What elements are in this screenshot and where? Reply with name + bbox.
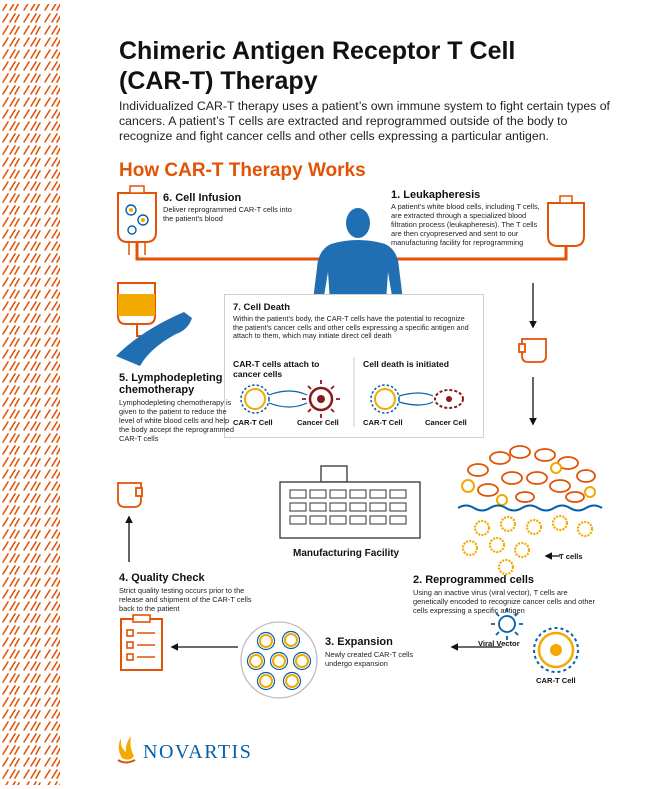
novartis-logo-text: NOVARTIS [143,741,253,763]
novartis-logo-icon [118,736,135,763]
t-cells-cluster [463,516,592,574]
section-title: How CAR-T Therapy Works [119,160,366,181]
step-6-description: Deliver reprogrammed CAR-T cells into the patient’s blood [163,205,292,223]
expansion-dish-icon [241,622,317,698]
cancer-cell-icon [302,380,340,418]
collection-bag-icon [548,196,584,246]
sample-container-icon [519,339,546,362]
step-1-title: 1. Leukapheresis [391,189,481,201]
title-line-1: Chimeric Antigen Receptor T Cell [119,37,516,65]
separation-wave [458,506,602,511]
quality-clipboard-icon [121,615,162,670]
shipping-container-icon [118,483,142,507]
intro-paragraph: Individualized CAR-T therapy uses a patient’s own immune system to fight certain types of cancers. A patient’s T cells are extracted and reprogrammed outside of the body to recognize and fight cancer cells and other cells expressing a particular antigen. [119,99,610,143]
step-3-description: Newly created CAR-T cells undergo expansion [325,650,414,668]
attach-subtitle: CAR-T cells attach to cancer cells [233,359,320,379]
t-cells-label: T cells [559,552,583,561]
cart-cell-attach-icon [241,385,269,413]
step-6-title: 6. Cell Infusion [163,192,242,204]
step-4-description: Strict quality testing occurs prior to the release and shipment of the CAR-T cells back to the patient [119,586,252,613]
infusion-bag-icon [118,186,156,242]
dying-cancer-cell-icon [435,390,463,408]
cell-death-panel [224,294,484,438]
attach-cancer-label: Cancer Cell [297,418,339,427]
manufacturing-facility-icon [280,466,420,538]
step-3-title: 3. Expansion [325,636,393,648]
red-blood-cells [468,446,595,502]
cart-cell-label: CAR-T Cell [536,676,576,685]
death-cancer-label: Cancer Cell [425,418,467,427]
step-5-title: 5. Lymphodepleting chemotherapy [119,372,223,396]
step-1-description: A patient’s white blood cells, including T cells, are extracted through a specialized blood filtration process (leukapheresis). The T cells are then cryopreserved and sent to our manufacturing facility for reprogramming [391,202,540,247]
patient-silhouette [313,208,403,302]
death-cart-label: CAR-T Cell [363,418,403,427]
cell-death-subtitle: Cell death is initiated [363,359,449,369]
cart-cell-icon [534,628,578,672]
title-line-2: (CAR-T) Therapy [119,67,318,95]
step-7-description: Within the patient’s body, the CAR-T cells have the potential to recognize the patient’s cancer cells and other cells expressing a specific antigen and attach to them, which may initiate direct cell death [233,314,469,341]
step-2-description: Using an inactive virus (viral vector), T cells are genetically encoded to recognize cancer cells and other cells expressing a specific antigen [413,588,596,615]
chemotherapy-bag-icon [118,283,157,336]
step-5-description: Lymphodepleting chemotherapy is given to the patient to reduce the level of white blood cells and help the body accept the reprogrammed CAR-T cells [119,398,235,443]
step-7-title: 7. Cell Death [233,302,291,313]
attach-cart-label: CAR-T Cell [233,418,273,427]
cell-death-illustration [225,295,483,437]
step-2-title: 2. Reprogrammed cells [413,574,535,586]
manufacturing-facility-label: Manufacturing Facility [293,548,400,559]
cart-cell-death-icon [371,385,399,413]
step-4-title: 4. Quality Check [119,572,205,584]
viral-vector-label: Viral Vector [478,639,520,648]
